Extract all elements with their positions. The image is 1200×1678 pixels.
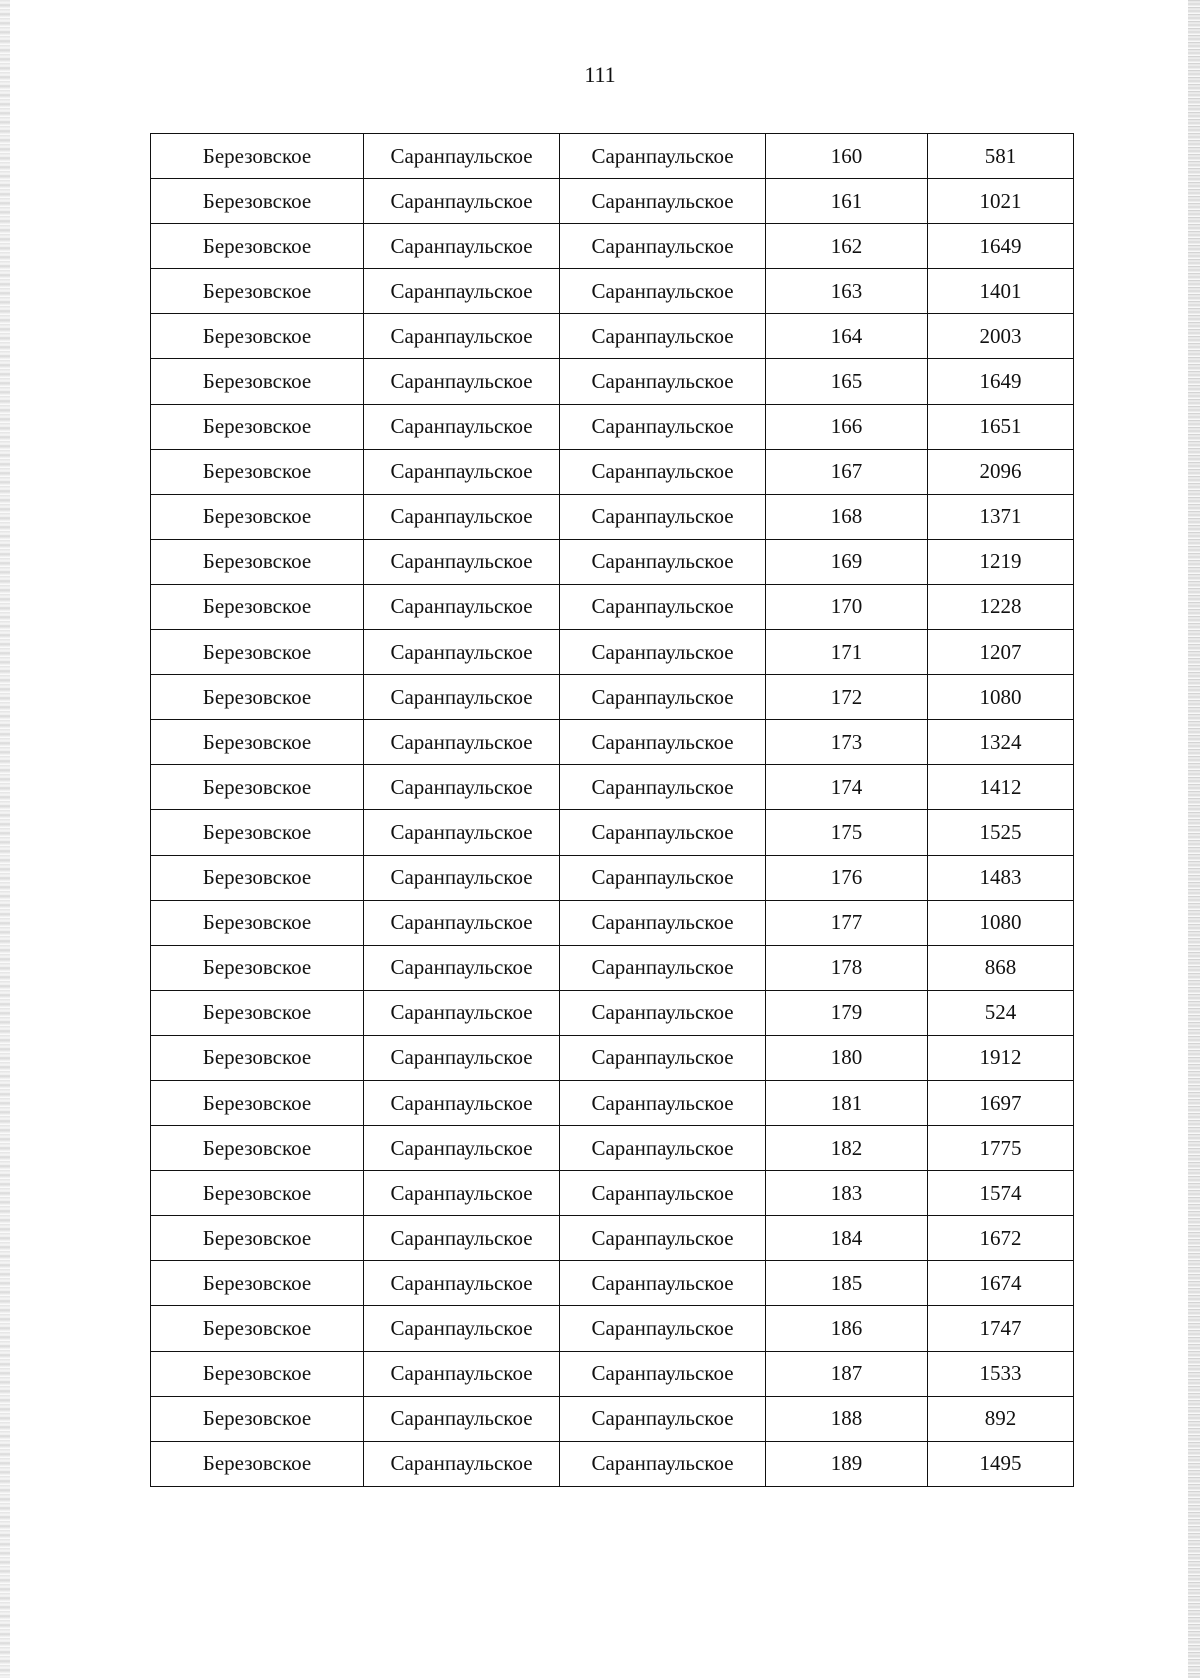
locality-cell: Саранпаульское — [560, 990, 766, 1035]
district-cell: Березовское — [151, 1441, 364, 1486]
table-row — [151, 179, 1074, 224]
precinct-number-cell: 182 — [766, 1126, 928, 1171]
voter-count-cell: 1080 — [928, 675, 1074, 720]
settlement-cell: Саранпаульское — [364, 765, 560, 810]
locality-cell: Саранпаульское — [560, 1216, 766, 1261]
precinct-number-cell: 165 — [766, 359, 928, 404]
locality-cell: Саранпаульское — [560, 720, 766, 765]
voter-count-cell: 1401 — [928, 269, 1074, 314]
settlement-cell: Саранпаульское — [364, 810, 560, 855]
district-cell: Березовское — [151, 1080, 364, 1125]
scan-edge-right — [1188, 0, 1200, 1678]
locality-cell: Саранпаульское — [560, 314, 766, 359]
district-cell: Березовское — [151, 539, 364, 584]
precinct-number-cell: 179 — [766, 990, 928, 1035]
voter-count-cell: 2003 — [928, 314, 1074, 359]
settlement-cell: Саранпаульское — [364, 1441, 560, 1486]
table-row — [151, 1396, 1074, 1441]
voter-count-cell: 1371 — [928, 494, 1074, 539]
district-cell: Березовское — [151, 900, 364, 945]
settlement-cell: Саранпаульское — [364, 1261, 560, 1306]
settlement-cell: Саранпаульское — [364, 179, 560, 224]
locality-cell: Саранпаульское — [560, 134, 766, 179]
settlement-cell: Саранпаульское — [364, 134, 560, 179]
district-cell: Березовское — [151, 855, 364, 900]
voter-count-cell: 1649 — [928, 224, 1074, 269]
precinct-number-cell: 170 — [766, 584, 928, 629]
table-row — [151, 675, 1074, 720]
locality-cell: Саранпаульское — [560, 630, 766, 675]
settlement-cell: Саранпаульское — [364, 990, 560, 1035]
precinct-number-cell: 175 — [766, 810, 928, 855]
settlement-cell: Саранпаульское — [364, 1035, 560, 1080]
district-cell: Березовское — [151, 269, 364, 314]
table-row — [151, 1216, 1074, 1261]
precinct-number-cell: 183 — [766, 1171, 928, 1216]
settlement-cell: Саранпаульское — [364, 630, 560, 675]
precinct-number-cell: 163 — [766, 269, 928, 314]
locality-cell: Саранпаульское — [560, 1126, 766, 1171]
precinct-number-cell: 181 — [766, 1080, 928, 1125]
table-row — [151, 1351, 1074, 1396]
locality-cell: Саранпаульское — [560, 1306, 766, 1351]
table-row — [151, 359, 1074, 404]
locality-cell: Саранпаульское — [560, 1261, 766, 1306]
voter-count-cell: 1324 — [928, 720, 1074, 765]
settlement-cell: Саранпаульское — [364, 1216, 560, 1261]
settlement-cell: Саранпаульское — [364, 720, 560, 765]
settlement-cell: Саранпаульское — [364, 224, 560, 269]
voter-count-cell: 1775 — [928, 1126, 1074, 1171]
district-cell: Березовское — [151, 224, 364, 269]
settlement-cell: Саранпаульское — [364, 1126, 560, 1171]
district-cell: Березовское — [151, 810, 364, 855]
table-row — [151, 494, 1074, 539]
locality-cell: Саранпаульское — [560, 539, 766, 584]
settlement-cell: Саранпаульское — [364, 449, 560, 494]
settlement-cell: Саранпаульское — [364, 945, 560, 990]
settlement-cell: Саранпаульское — [364, 675, 560, 720]
table-row — [151, 720, 1074, 765]
scan-edge-left — [0, 0, 10, 1678]
table-row — [151, 765, 1074, 810]
voter-count-cell: 1228 — [928, 584, 1074, 629]
voter-count-cell: 2096 — [928, 449, 1074, 494]
settlement-cell: Саранпаульское — [364, 494, 560, 539]
precinct-number-cell: 177 — [766, 900, 928, 945]
table-row — [151, 1126, 1074, 1171]
locality-cell: Саранпаульское — [560, 900, 766, 945]
settlement-cell: Саранпаульское — [364, 1080, 560, 1125]
locality-cell: Саранпаульское — [560, 855, 766, 900]
table-row — [151, 449, 1074, 494]
voter-count-cell: 1697 — [928, 1080, 1074, 1125]
precinct-number-cell: 169 — [766, 539, 928, 584]
district-cell: Березовское — [151, 720, 364, 765]
voter-count-cell: 868 — [928, 945, 1074, 990]
district-cell: Березовское — [151, 1035, 364, 1080]
table-body — [151, 134, 1074, 1487]
table-row — [151, 1306, 1074, 1351]
voter-count-cell: 1219 — [928, 539, 1074, 584]
settlement-cell: Саранпаульское — [364, 1306, 560, 1351]
settlement-cell: Саранпаульское — [364, 359, 560, 404]
locality-cell: Саранпаульское — [560, 1441, 766, 1486]
locality-cell: Саранпаульское — [560, 269, 766, 314]
precinct-number-cell: 168 — [766, 494, 928, 539]
district-cell: Березовское — [151, 765, 364, 810]
precinct-number-cell: 188 — [766, 1396, 928, 1441]
locality-cell: Саранпаульское — [560, 945, 766, 990]
voter-count-cell: 524 — [928, 990, 1074, 1035]
district-cell: Березовское — [151, 1261, 364, 1306]
district-cell: Березовское — [151, 990, 364, 1035]
district-cell: Березовское — [151, 1171, 364, 1216]
precinct-number-cell: 162 — [766, 224, 928, 269]
district-cell: Березовское — [151, 945, 364, 990]
voter-count-cell: 1207 — [928, 630, 1074, 675]
settlement-cell: Саранпаульское — [364, 1351, 560, 1396]
voter-count-cell: 1533 — [928, 1351, 1074, 1396]
table-row — [151, 855, 1074, 900]
district-cell: Березовское — [151, 179, 364, 224]
voter-count-cell: 1483 — [928, 855, 1074, 900]
data-table — [150, 133, 1074, 1487]
district-cell: Березовское — [151, 404, 364, 449]
precinct-number-cell: 176 — [766, 855, 928, 900]
voter-count-cell: 1412 — [928, 765, 1074, 810]
locality-cell: Саранпаульское — [560, 494, 766, 539]
table-row — [151, 224, 1074, 269]
table-row — [151, 1080, 1074, 1125]
precinct-number-cell: 167 — [766, 449, 928, 494]
district-cell: Березовское — [151, 494, 364, 539]
table-row — [151, 990, 1074, 1035]
settlement-cell: Саранпаульское — [364, 900, 560, 945]
table-row — [151, 630, 1074, 675]
locality-cell: Саранпаульское — [560, 675, 766, 720]
voter-count-cell: 1649 — [928, 359, 1074, 404]
district-cell: Березовское — [151, 359, 364, 404]
table-row — [151, 1261, 1074, 1306]
settlement-cell: Саранпаульское — [364, 584, 560, 629]
settlement-cell: Саранпаульское — [364, 404, 560, 449]
precinct-number-cell: 180 — [766, 1035, 928, 1080]
district-cell: Березовское — [151, 584, 364, 629]
precinct-number-cell: 164 — [766, 314, 928, 359]
precinct-number-cell: 160 — [766, 134, 928, 179]
settlement-cell: Саранпаульское — [364, 269, 560, 314]
district-cell: Березовское — [151, 314, 364, 359]
voter-count-cell: 1574 — [928, 1171, 1074, 1216]
district-cell: Березовское — [151, 1351, 364, 1396]
precinct-number-cell: 187 — [766, 1351, 928, 1396]
page-number: 111 — [584, 62, 616, 87]
settlement-cell: Саранпаульское — [364, 1171, 560, 1216]
settlement-cell: Саранпаульское — [364, 539, 560, 584]
district-cell: Березовское — [151, 1396, 364, 1441]
locality-cell: Саранпаульское — [560, 810, 766, 855]
locality-cell: Саранпаульское — [560, 1035, 766, 1080]
locality-cell: Саранпаульское — [560, 449, 766, 494]
table-row — [151, 404, 1074, 449]
table-row — [151, 1171, 1074, 1216]
locality-cell: Саранпаульское — [560, 1351, 766, 1396]
locality-cell: Саранпаульское — [560, 765, 766, 810]
locality-cell: Саранпаульское — [560, 179, 766, 224]
table-row — [151, 539, 1074, 584]
table-row — [151, 134, 1074, 179]
locality-cell: Саранпаульское — [560, 224, 766, 269]
district-cell: Березовское — [151, 1216, 364, 1261]
locality-cell: Саранпаульское — [560, 1171, 766, 1216]
district-cell: Березовское — [151, 630, 364, 675]
voter-count-cell: 1021 — [928, 179, 1074, 224]
precinct-number-cell: 185 — [766, 1261, 928, 1306]
voter-count-cell: 1912 — [928, 1035, 1074, 1080]
locality-cell: Саранпаульское — [560, 359, 766, 404]
table-row — [151, 584, 1074, 629]
table-row — [151, 1441, 1074, 1486]
precinct-number-cell: 161 — [766, 179, 928, 224]
district-cell: Березовское — [151, 1306, 364, 1351]
table-row — [151, 269, 1074, 314]
settlement-cell: Саранпаульское — [364, 1396, 560, 1441]
precinct-number-cell: 173 — [766, 720, 928, 765]
locality-cell: Саранпаульское — [560, 1080, 766, 1125]
locality-cell: Саранпаульское — [560, 404, 766, 449]
district-cell: Березовское — [151, 1126, 364, 1171]
settlement-cell: Саранпаульское — [364, 314, 560, 359]
voter-count-cell: 1525 — [928, 810, 1074, 855]
locality-cell: Саранпаульское — [560, 584, 766, 629]
voter-count-cell: 1651 — [928, 404, 1074, 449]
voter-count-cell: 1495 — [928, 1441, 1074, 1486]
table-row — [151, 945, 1074, 990]
precinct-number-cell: 166 — [766, 404, 928, 449]
voter-count-cell: 1672 — [928, 1216, 1074, 1261]
district-cell: Березовское — [151, 675, 364, 720]
table-row — [151, 314, 1074, 359]
precinct-number-cell: 172 — [766, 675, 928, 720]
precinct-number-cell: 174 — [766, 765, 928, 810]
precinct-number-cell: 171 — [766, 630, 928, 675]
voter-count-cell: 1747 — [928, 1306, 1074, 1351]
precinct-number-cell: 184 — [766, 1216, 928, 1261]
table-row — [151, 1035, 1074, 1080]
voter-count-cell: 1674 — [928, 1261, 1074, 1306]
precinct-number-cell: 189 — [766, 1441, 928, 1486]
precinct-number-cell: 178 — [766, 945, 928, 990]
district-cell: Березовское — [151, 134, 364, 179]
precinct-number-cell: 186 — [766, 1306, 928, 1351]
voter-count-cell: 892 — [928, 1396, 1074, 1441]
settlement-cell: Саранпаульское — [364, 855, 560, 900]
voter-count-cell: 581 — [928, 134, 1074, 179]
table-row — [151, 810, 1074, 855]
locality-cell: Саранпаульское — [560, 1396, 766, 1441]
table-row — [151, 900, 1074, 945]
district-cell: Березовское — [151, 449, 364, 494]
voter-count-cell: 1080 — [928, 900, 1074, 945]
